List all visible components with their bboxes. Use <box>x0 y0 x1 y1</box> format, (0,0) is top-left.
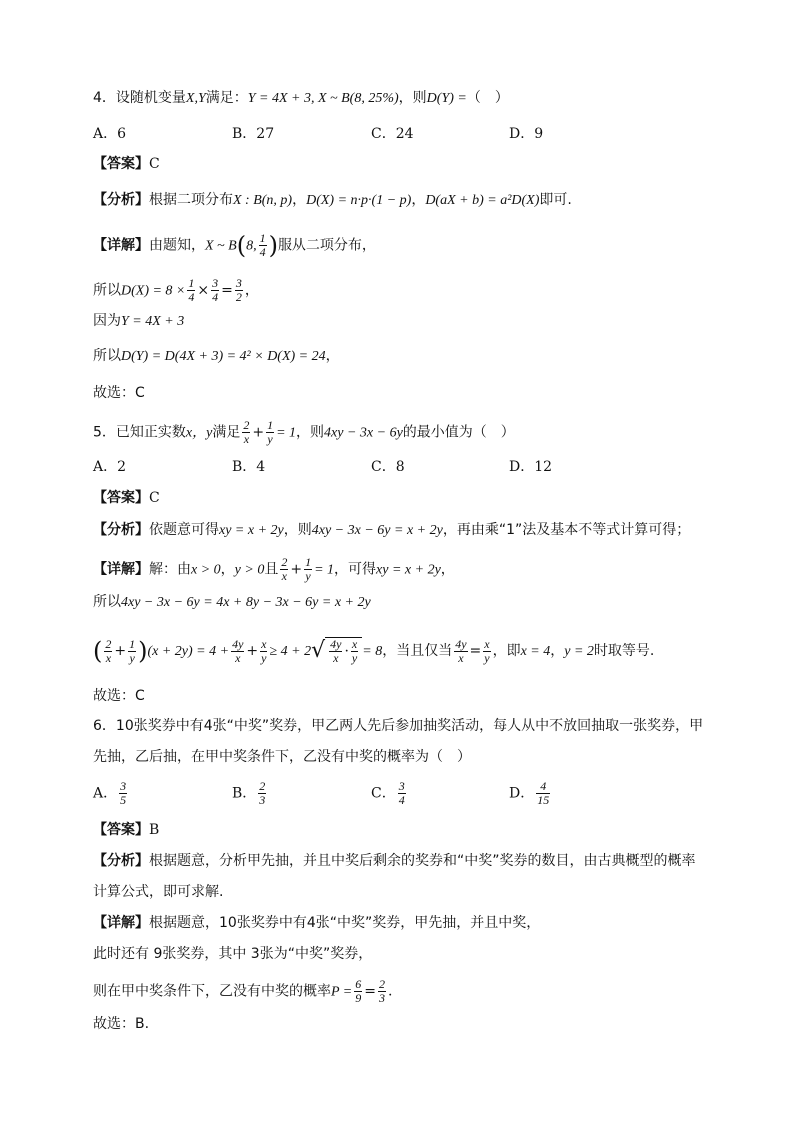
q6-detail-line1: 【详解】根据题意，10张奖券中有4张“中奖”奖券，甲先抽，并且中奖， <box>93 915 541 931</box>
q4-option-b: B．27 <box>232 126 275 142</box>
q6-detail-line2: 此时还有 9张奖券，其中 3张为“中奖”奖券， <box>93 946 373 962</box>
q4-conclusion: 故选：C <box>93 385 145 401</box>
q6-stem-line2: 先抽，乙后抽，在甲中奖条件下，乙没有中奖的概率为（ ） <box>93 749 471 765</box>
q4-answer: 【答案】C <box>93 156 160 172</box>
q6-conclusion: 故选：B. <box>93 1016 150 1032</box>
q5-option-c: C．8 <box>371 459 405 475</box>
q4-analysis: 【分析】根据二项分布X : B(n, p)，D(X) = n·p·(1 − p)，D(aX + b) = a²D(X)即可. <box>93 192 572 208</box>
q5-detail-line2: ( $\frac{2}{x}$ + $\frac{1}{y}$ )(x + 2y) = 4 + $\frac{4y}{x}$ + $\frac{x}{y}$ ≥ 4 + 2√ $\frac{4y}{x}$ · $\frac{x}{y}$ = 8，当且仅当 $\frac{4y}{x}$ = $\frac{x}{y}$ ，即x = 4，y = 2时取等号. <box>93 636 655 665</box>
q6-option-d: D． $\frac{4}{15}$ <box>509 779 550 807</box>
q6-stem-line1: 6．10张奖券中有4张“中奖”奖券，甲乙两人先后参加抽奖活动，每人从中不放回抽取一张奖券，甲 <box>93 718 704 734</box>
q4-option-a: A．6 <box>93 126 127 142</box>
square-root: $\frac{4y}{x}$ · $\frac{x}{y}$ <box>325 637 362 665</box>
q6-option-c: C． $\frac{3}{4}$ <box>371 779 405 807</box>
q6-detail-line3: 则在甲中奖条件下，乙没有中奖的概率P = $\frac{6}{9}$ = $\frac{2}{3}$ . <box>93 977 393 1005</box>
q4-detail: 【详解】由题知，X ~ B(8, $\frac{1}{4}$ )服从二项分布， <box>93 231 376 260</box>
q5-analysis: 【分析】依题意可得xy = x + 2y，则4xy − 3x − 6y = x + 2y，再由乘“1”法及基本不等式计算可得； <box>93 522 691 538</box>
q6-analysis-line1: 【分析】根据题意，分析甲先抽，并且中奖后剩余的奖券和“中奖”奖券的数目，由古典概型的概率 <box>93 853 696 869</box>
q6-answer: 【答案】B <box>93 822 160 838</box>
fraction: $\frac{1}{4}$ <box>259 231 266 259</box>
q5-conclusion: 故选：C <box>93 688 145 704</box>
q4-detail-line2: 因为Y = 4X + 3 <box>93 313 185 329</box>
q4-option-c: C．24 <box>371 126 414 142</box>
q6-analysis-line2: 计算公式，即可求解. <box>93 884 224 900</box>
q5-option-b: B．4 <box>232 459 266 475</box>
q6-option-b: B． $\frac{2}{3}$ <box>232 779 266 807</box>
q4-option-d: D．9 <box>509 126 544 142</box>
q4-stem: 4．设随机变量X,Y满足：Y = 4X + 3, X ~ B(8, 25%)，则D(Y) =（ ） <box>93 90 509 106</box>
q4-detail-line1: 所以D(X) = 8 × $\frac{1}{4}$ × $\frac{3}{4}$ = $\frac{3}{2}$ ， <box>93 276 259 304</box>
q4-detail-line3: 所以D(Y) = D(4X + 3) = 4² × D(X) = 24， <box>93 348 340 364</box>
q5-option-d: D．12 <box>509 459 553 475</box>
q5-option-a: A．2 <box>93 459 127 475</box>
q6-option-a: A． $\frac{3}{5}$ <box>93 779 127 807</box>
q5-stem: 5．已知正实数x，y满足 $\frac{2}{x}$ + $\frac{1}{y}$ = 1，则4xy − 3x − 6y的最小值为（ ） <box>93 418 515 446</box>
q5-answer: 【答案】C <box>93 490 160 506</box>
q5-detail: 【详解】解：由x > 0，y > 0且 $\frac{2}{x}$ + $\frac{1}{y}$ = 1，可得xy = x + 2y， <box>93 555 455 583</box>
q5-detail-line1: 所以4xy − 3x − 6y = 4x + 8y − 3x − 6y = x + 2y <box>93 594 371 610</box>
